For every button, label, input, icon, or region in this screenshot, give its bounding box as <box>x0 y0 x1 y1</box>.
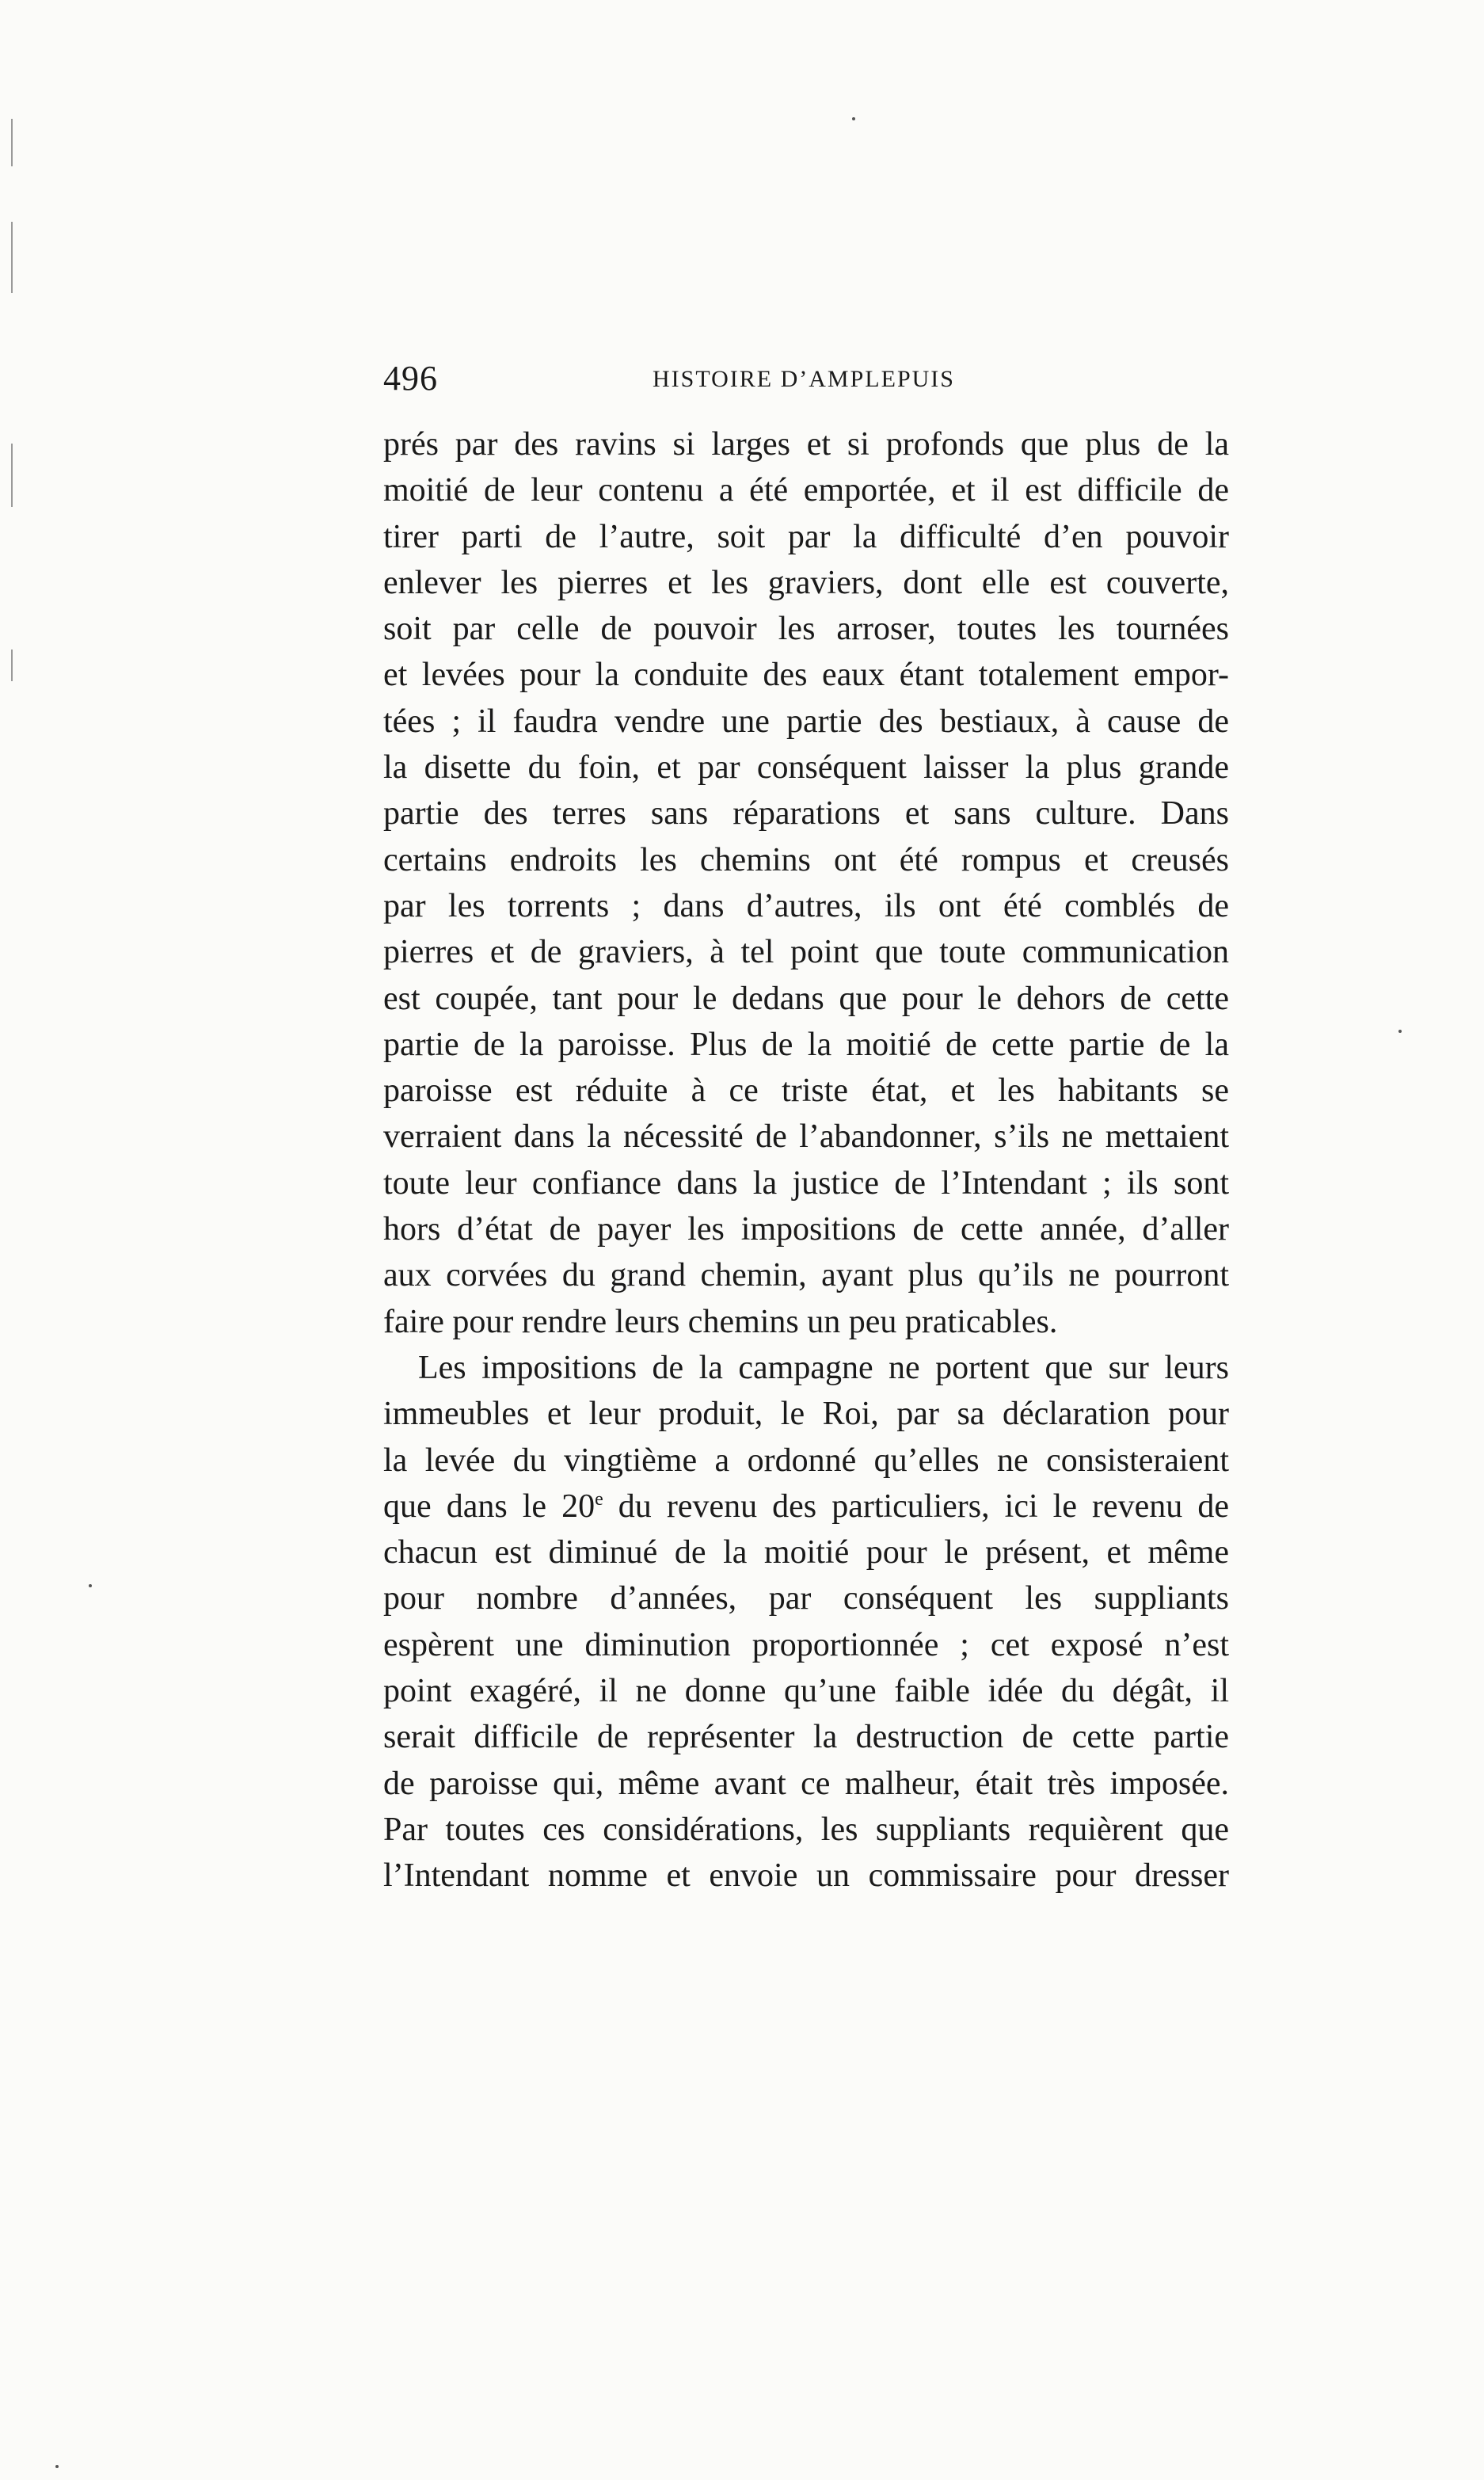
text-line: tées ; il faudra vendre une partie des bestiaux, à cause de <box>383 703 1229 740</box>
text-line: moitié de leur contenu a été emportée, et il est difficile de <box>383 472 1229 509</box>
text-line: est coupée, tant pour le dedans que pour le dehors de cette <box>383 980 1229 1017</box>
text-line: tirer parti de l’autre, soit par la difficulté d’en pouvoir <box>383 518 1229 555</box>
text-line: serait difficile de représenter la destruction de cette partie <box>383 1719 1229 1756</box>
scan-speck <box>55 2465 59 2468</box>
running-head <box>383 358 1254 406</box>
text-line-with-superscript <box>383 1484 1229 1530</box>
body-text <box>383 421 1229 1899</box>
text-line: espèrent une diminution proportionnée ; cet exposé n’est <box>383 1626 1229 1663</box>
text-line: la levée du vingtième a ordonné qu’elles ne consisteraient <box>383 1442 1229 1479</box>
text-line: de paroisse qui, même avant ce malheur, était très imposée. <box>383 1765 1229 1802</box>
text-line: pierres et de graviers, à tel point que toute communication <box>383 934 1229 971</box>
text-line: Par toutes ces considérations, les suppliants requièrent que <box>383 1811 1229 1848</box>
text-line: enlever les pierres et les graviers, dont elle est couverte, <box>383 564 1229 601</box>
text-line: verraient dans la nécessité de l’abandonner, s’ils ne mettaient <box>383 1118 1229 1156</box>
text-line: toute leur confiance dans la justice de l’Intendant ; ils sont <box>383 1164 1229 1202</box>
text-line: partie des terres sans réparations et sans culture. Dans <box>383 795 1229 832</box>
scan-speck <box>89 1584 92 1587</box>
page-number: 496 <box>383 359 438 398</box>
paragraph-1 <box>383 421 1229 1345</box>
text-line: l’Intendant nomme et envoie un commissaire pour dresser <box>383 1857 1229 1895</box>
scan-speck <box>852 117 855 120</box>
text-line: hors d’état de payer les impositions de cette année, d’aller <box>383 1211 1229 1248</box>
text-line: Les impositions de la campagne ne portent que sur leurs <box>418 1349 1229 1386</box>
scan-speck <box>1398 1030 1402 1033</box>
text-line: prés par des ravins si larges et si profonds que plus de la <box>383 426 1229 463</box>
text-line: paroisse est réduite à ce triste état, et les habitants se <box>383 1072 1229 1110</box>
text-fragment: que dans le 20 <box>383 1488 596 1525</box>
scan-margin-mark <box>11 119 13 166</box>
scan-margin-mark <box>11 444 13 507</box>
text-line: chacun est diminué de la moitié pour le présent, et même <box>383 1534 1229 1571</box>
text-line: certains endroits les chemins ont été rompus et creusés <box>383 841 1229 878</box>
text-line: pour nombre d’années, par conséquent les suppliants <box>383 1580 1229 1617</box>
text-line: partie de la paroisse. Plus de la moitié de cette partie de la <box>383 1026 1229 1063</box>
paragraph-2 <box>383 1345 1229 1899</box>
text-line: par les torrents ; dans d’autres, ils ont été comblés de <box>383 887 1229 924</box>
text-line: immeubles et leur produit, le Roi, par sa déclaration pour <box>383 1396 1229 1433</box>
text-line: faire pour rendre leurs chemins un peu praticables. <box>383 1303 1058 1340</box>
scan-margin-mark <box>11 650 13 681</box>
running-title: HISTOIRE D’AMPLEPUIS <box>653 366 955 392</box>
text-fragment: du revenu des particuliers, ici le revenu de <box>603 1488 1229 1525</box>
text-line: la disette du foin, et par conséquent laisser la plus grande <box>383 749 1229 787</box>
text-line: point exagéré, il ne donne qu’une faible idée du dégât, il <box>383 1673 1229 1710</box>
scan-margin-mark <box>11 222 13 293</box>
text-line: aux corvées du grand chemin, ayant plus qu’ils ne pourront <box>383 1257 1229 1294</box>
superscript: e <box>595 1488 603 1510</box>
text-line: et levées pour la conduite des eaux étant totalement empor- <box>383 657 1229 694</box>
text-line: soit par celle de pouvoir les arroser, toutes les tournées <box>383 611 1229 648</box>
